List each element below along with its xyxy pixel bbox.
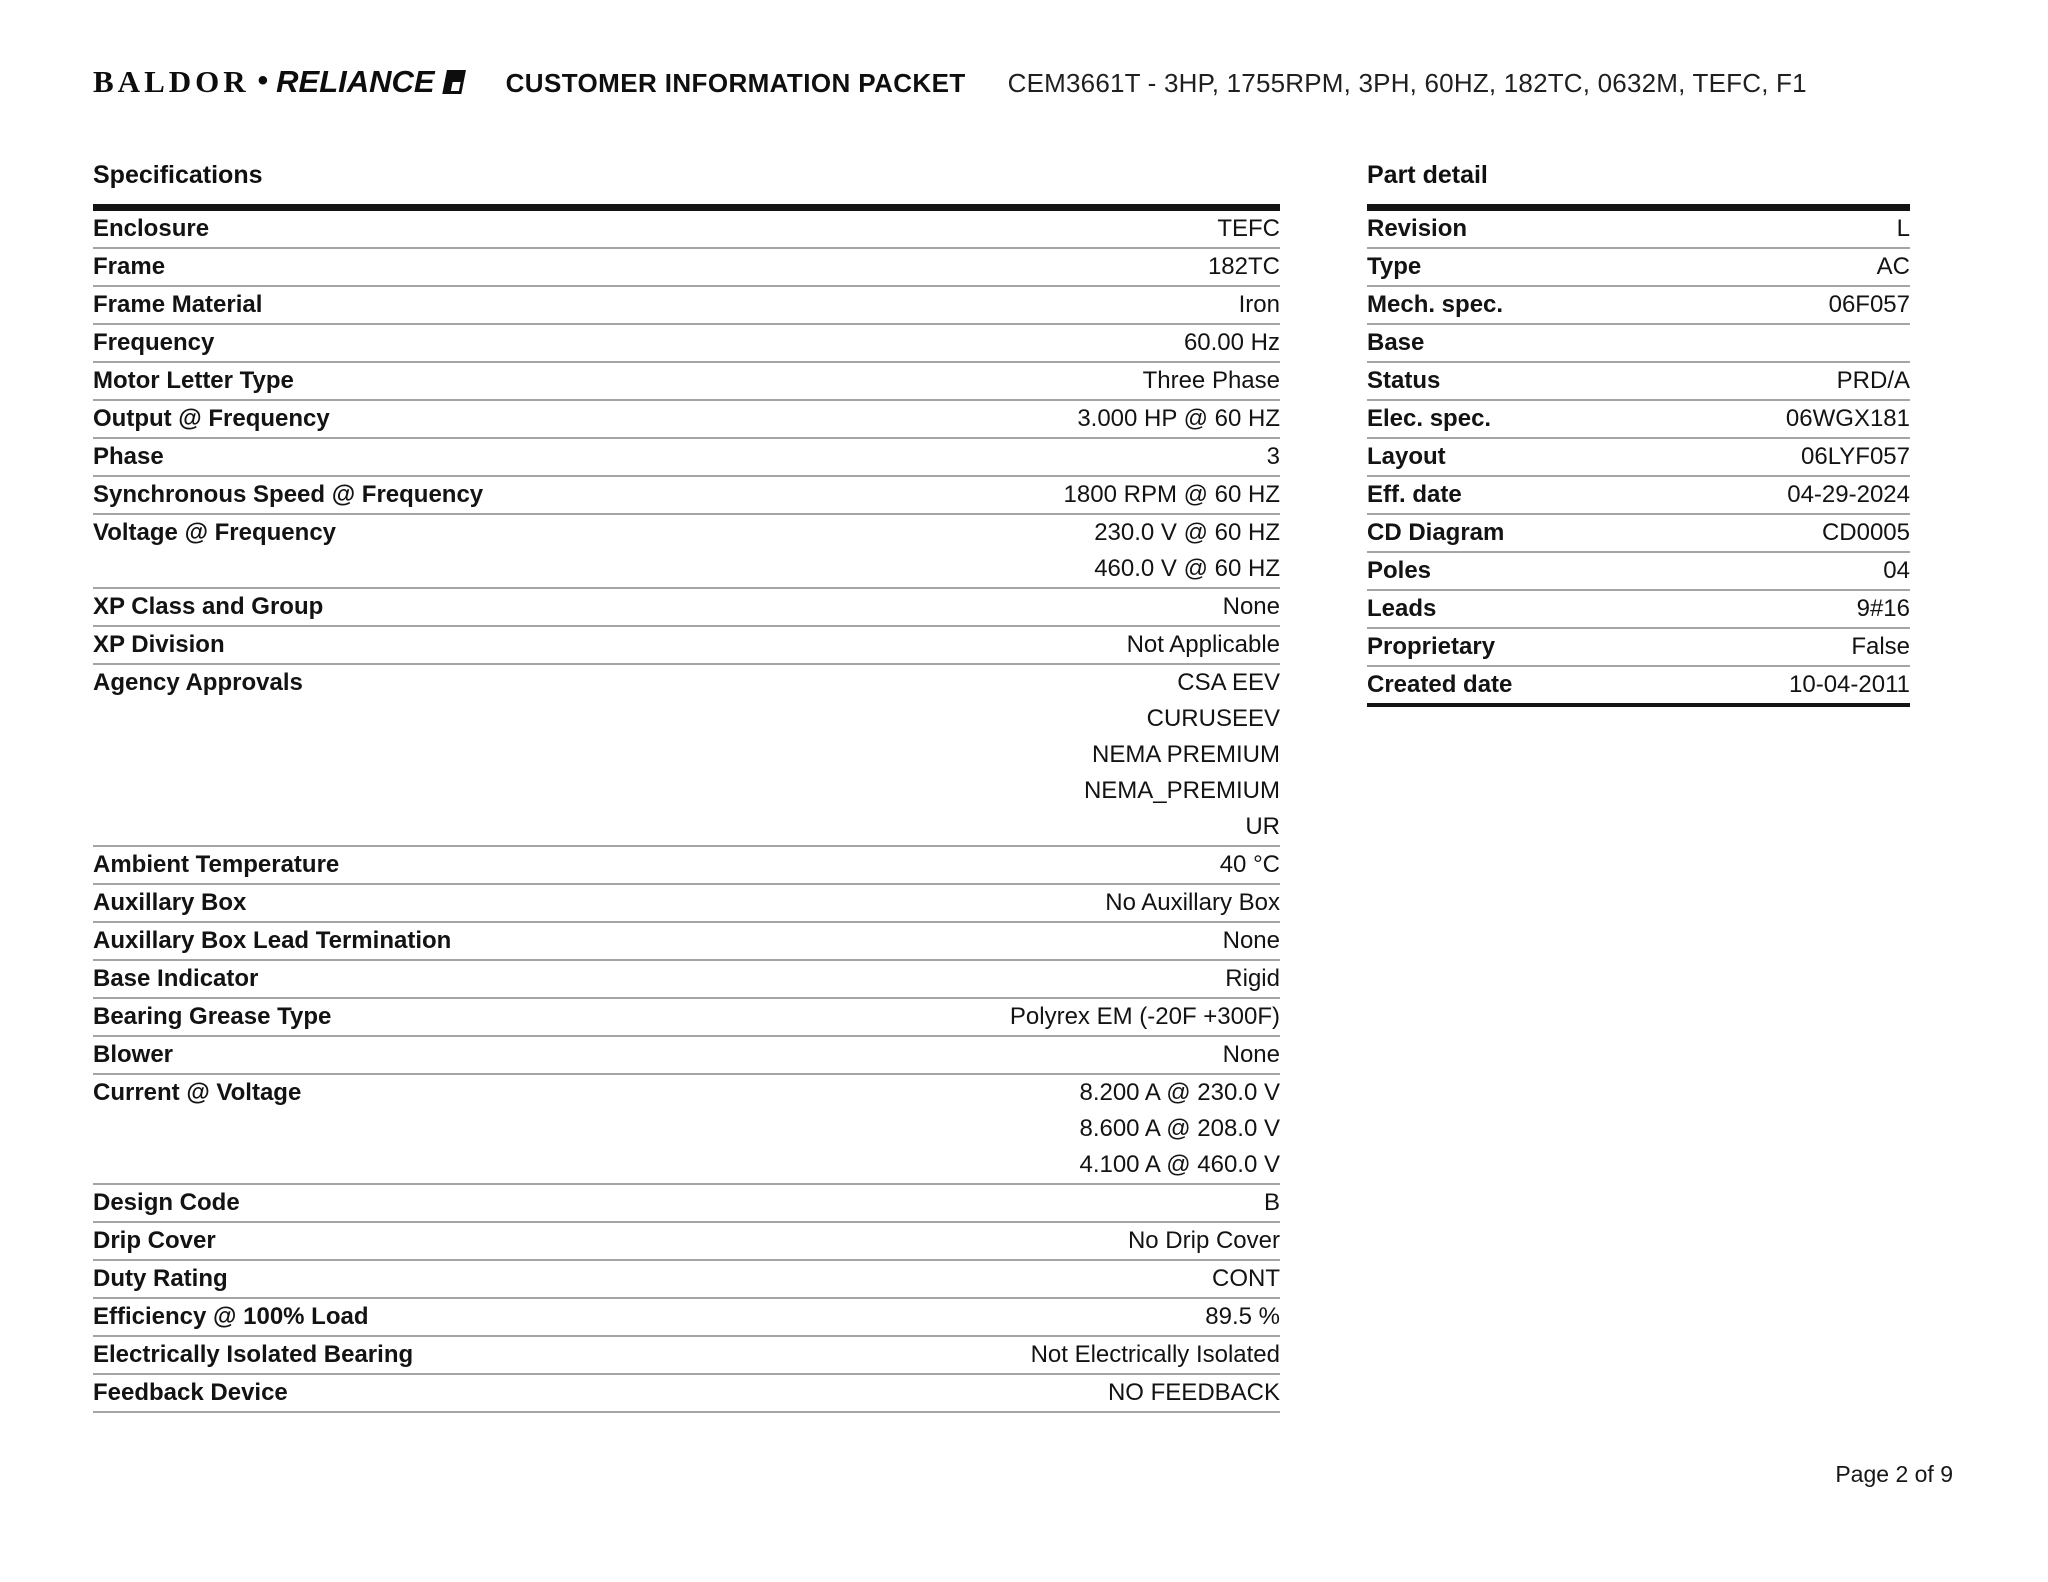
logo-reliance-text: RELIANCE	[276, 64, 435, 99]
row-value-line: 460.0 V @ 60 HZ	[1094, 555, 1280, 582]
logo-baldor-text: BALDOR	[93, 64, 250, 99]
row-value-line: No Auxillary Box	[1105, 889, 1280, 916]
row-label: Mech. spec.	[1367, 291, 1504, 318]
row-label: Current @ Voltage	[93, 1079, 302, 1106]
row-label: Bearing Grease Type	[93, 1003, 332, 1030]
row-value-line: NEMA_PREMIUM	[1083, 777, 1280, 804]
row-value-line: NO FEEDBACK	[1107, 1379, 1280, 1406]
row-value-line: 06WGX181	[1785, 405, 1910, 432]
table-row	[93, 1075, 1280, 1185]
row-label: Layout	[1367, 443, 1446, 470]
row-value-line: CD0005	[1821, 519, 1910, 546]
row-value-line: AC	[1876, 253, 1910, 280]
row-label: Base Indicator	[93, 965, 259, 992]
row-value	[303, 665, 1280, 845]
row-value	[413, 1337, 1280, 1373]
row-value	[214, 325, 1280, 361]
page-number: Page 2 of 9	[1835, 1461, 1953, 1487]
row-value	[336, 515, 1280, 587]
row-label: Created date	[1367, 671, 1513, 698]
table-row	[1367, 515, 1910, 553]
row-label: Leads	[1367, 595, 1437, 622]
table-row	[93, 515, 1280, 589]
table-row	[93, 439, 1280, 477]
table-row	[93, 1375, 1280, 1413]
row-label: Agency Approvals	[93, 669, 303, 696]
specifications-table	[93, 204, 1280, 1413]
row-label: Auxillary Box	[93, 889, 247, 916]
row-label: Eff. date	[1367, 481, 1462, 508]
row-value	[1512, 667, 1910, 703]
table-row	[1367, 477, 1910, 515]
row-value	[216, 1223, 1280, 1259]
row-label: Synchronous Speed @ Frequency	[93, 481, 484, 508]
table-row	[1367, 287, 1910, 325]
row-value-line: 9#16	[1856, 595, 1910, 622]
row-value	[173, 1037, 1280, 1073]
row-value	[288, 1375, 1280, 1411]
table-row	[93, 665, 1280, 847]
row-value	[369, 1299, 1281, 1335]
table-row	[93, 1185, 1280, 1223]
table-row	[93, 961, 1280, 999]
table-row	[93, 627, 1280, 665]
row-label: Status	[1367, 367, 1441, 394]
row-label: Drip Cover	[93, 1227, 216, 1254]
row-value-line: 4.100 A @ 460.0 V	[1079, 1151, 1280, 1178]
row-value-line: 40 °C	[1219, 851, 1280, 878]
row-value-line: CONT	[1212, 1265, 1280, 1292]
row-label: Phase	[93, 443, 164, 470]
row-value	[1431, 553, 1910, 589]
table-row	[93, 1223, 1280, 1261]
row-value-line: 60.00 Hz	[1183, 329, 1280, 356]
table-row	[93, 999, 1280, 1037]
table-row	[93, 589, 1280, 627]
row-value-line: None	[1222, 593, 1280, 620]
row-value	[1503, 287, 1910, 323]
row-value-line: PRD/A	[1836, 367, 1910, 394]
row-label: Auxillary Box Lead Termination	[93, 927, 452, 954]
row-value	[483, 477, 1280, 513]
row-label: Frame Material	[93, 291, 263, 318]
table-row	[93, 847, 1280, 885]
row-value	[451, 923, 1280, 959]
table-row	[1367, 439, 1910, 477]
specifications-title: Specifications	[93, 161, 263, 189]
table-row	[1367, 249, 1910, 287]
row-value-line: NEMA PREMIUM	[1091, 741, 1280, 768]
table-row	[1367, 591, 1910, 629]
row-value	[1436, 591, 1910, 627]
row-value	[1491, 401, 1910, 437]
row-value-line: 3	[1266, 443, 1280, 470]
row-label: Frequency	[93, 329, 215, 356]
table-row	[1367, 629, 1910, 667]
row-value-line: L	[1896, 215, 1910, 242]
row-value-line: CSA EEV	[1177, 669, 1280, 696]
row-value	[1440, 363, 1910, 399]
row-value	[1446, 439, 1910, 475]
row-value-line: 10-04-2011	[1789, 671, 1910, 698]
part-detail-section	[1367, 160, 1910, 707]
row-label: XP Division	[93, 631, 225, 658]
table-row	[93, 885, 1280, 923]
row-value	[1495, 629, 1910, 665]
table-row	[1367, 363, 1910, 401]
row-label: Ambient Temperature	[93, 851, 340, 878]
table-row	[1367, 667, 1910, 707]
row-value	[339, 847, 1280, 883]
table-row	[1367, 211, 1910, 249]
row-value-line: 04	[1883, 557, 1910, 584]
table-row	[93, 1337, 1280, 1375]
table-row	[93, 287, 1280, 325]
row-label: Design Code	[93, 1189, 240, 1216]
table-row	[1367, 401, 1910, 439]
row-value	[1462, 477, 1910, 513]
row-value	[246, 885, 1280, 921]
logo-dot-separator: •	[257, 64, 269, 97]
row-value	[1421, 249, 1910, 285]
table-row	[93, 401, 1280, 439]
row-value-line: Not Electrically Isolated	[1030, 1341, 1280, 1368]
part-detail-title: Part detail	[1367, 161, 1488, 189]
row-value	[258, 961, 1280, 997]
row-label: Output @ Frequency	[93, 405, 330, 432]
row-label: Elec. spec.	[1367, 405, 1492, 432]
part-detail-table	[1367, 204, 1910, 707]
row-value	[165, 249, 1280, 285]
row-label: Poles	[1367, 557, 1432, 584]
row-label: Motor Letter Type	[93, 367, 294, 394]
row-value-line: 06F057	[1828, 291, 1910, 318]
row-label: Feedback Device	[93, 1379, 288, 1406]
row-value-line: Iron	[1238, 291, 1280, 318]
table-row	[1367, 553, 1910, 591]
row-label: CD Diagram	[1367, 519, 1505, 546]
row-value-line: False	[1851, 633, 1910, 660]
row-value	[225, 627, 1280, 663]
row-value	[164, 439, 1280, 475]
row-value-line: 8.200 A @ 230.0 V	[1079, 1079, 1280, 1106]
table-row	[93, 363, 1280, 401]
row-label: Frame	[93, 253, 166, 280]
row-value	[301, 1075, 1280, 1183]
row-label: Duty Rating	[93, 1265, 228, 1292]
document-title: CUSTOMER INFORMATION PACKET	[505, 68, 966, 98]
row-value-line: 230.0 V @ 60 HZ	[1094, 519, 1280, 546]
table-row	[93, 923, 1280, 961]
row-label: Revision	[1367, 215, 1468, 242]
row-value-line: Rigid	[1225, 965, 1280, 992]
product-description: CEM3661T - 3HP, 1755RPM, 3PH, 60HZ, 182TC, 0632M, TEFC, F1	[1007, 68, 1807, 98]
row-label: XP Class and Group	[93, 593, 324, 620]
row-value-line	[1424, 325, 1910, 361]
row-value	[294, 363, 1280, 399]
table-row	[93, 1299, 1280, 1337]
row-label: Blower	[93, 1041, 174, 1068]
row-value-line: None	[1222, 927, 1280, 954]
row-value	[323, 589, 1280, 625]
row-value-line: 89.5 %	[1205, 1303, 1280, 1330]
table-row	[93, 1037, 1280, 1075]
row-value-line: 06LYF057	[1801, 443, 1910, 470]
table-row	[1367, 325, 1910, 363]
row-value	[330, 401, 1280, 437]
row-value	[1424, 325, 1910, 361]
row-value-line: UR	[1245, 813, 1280, 840]
table-row	[93, 211, 1280, 249]
table-row	[93, 1261, 1280, 1299]
table-row	[93, 249, 1280, 287]
table-row	[93, 477, 1280, 515]
row-value-line: CURUSEEV	[1146, 705, 1280, 732]
row-value	[1467, 211, 1910, 247]
row-label: Voltage @ Frequency	[93, 519, 337, 546]
row-label: Efficiency @ 100% Load	[93, 1303, 369, 1330]
row-label: Type	[1367, 253, 1422, 280]
row-value-line: No Drip Cover	[1127, 1227, 1280, 1254]
row-value-line: B	[1263, 1189, 1280, 1216]
row-value	[262, 287, 1280, 323]
table-row	[93, 325, 1280, 363]
page-header	[93, 64, 1958, 100]
specifications-section	[93, 160, 1280, 1413]
row-value	[228, 1261, 1280, 1297]
row-value-line: Polyrex EM (-20F +300F)	[1009, 1003, 1280, 1030]
row-label: Enclosure	[93, 215, 210, 242]
row-label: Electrically Isolated Bearing	[93, 1341, 414, 1368]
row-value-line: TEFC	[1217, 215, 1280, 242]
row-value-line: 8.600 A @ 208.0 V	[1079, 1115, 1280, 1142]
row-value	[331, 999, 1280, 1035]
row-value	[240, 1185, 1280, 1221]
row-label: Proprietary	[1367, 633, 1496, 660]
reliance-logo-mark-icon	[442, 70, 466, 94]
row-value	[209, 211, 1280, 247]
row-value-line: 3.000 HP @ 60 HZ	[1077, 405, 1280, 432]
row-value	[1504, 515, 1910, 551]
row-value-line: Three Phase	[1142, 367, 1280, 394]
row-value-line: 1800 RPM @ 60 HZ	[1063, 481, 1280, 508]
row-label: Base	[1367, 329, 1425, 356]
row-value-line: 04-29-2024	[1787, 481, 1910, 508]
row-value-line: 182TC	[1207, 253, 1280, 280]
row-value-line: Not Applicable	[1126, 631, 1280, 658]
baldor-reliance-logo	[93, 64, 464, 100]
row-value-line: None	[1222, 1041, 1280, 1068]
